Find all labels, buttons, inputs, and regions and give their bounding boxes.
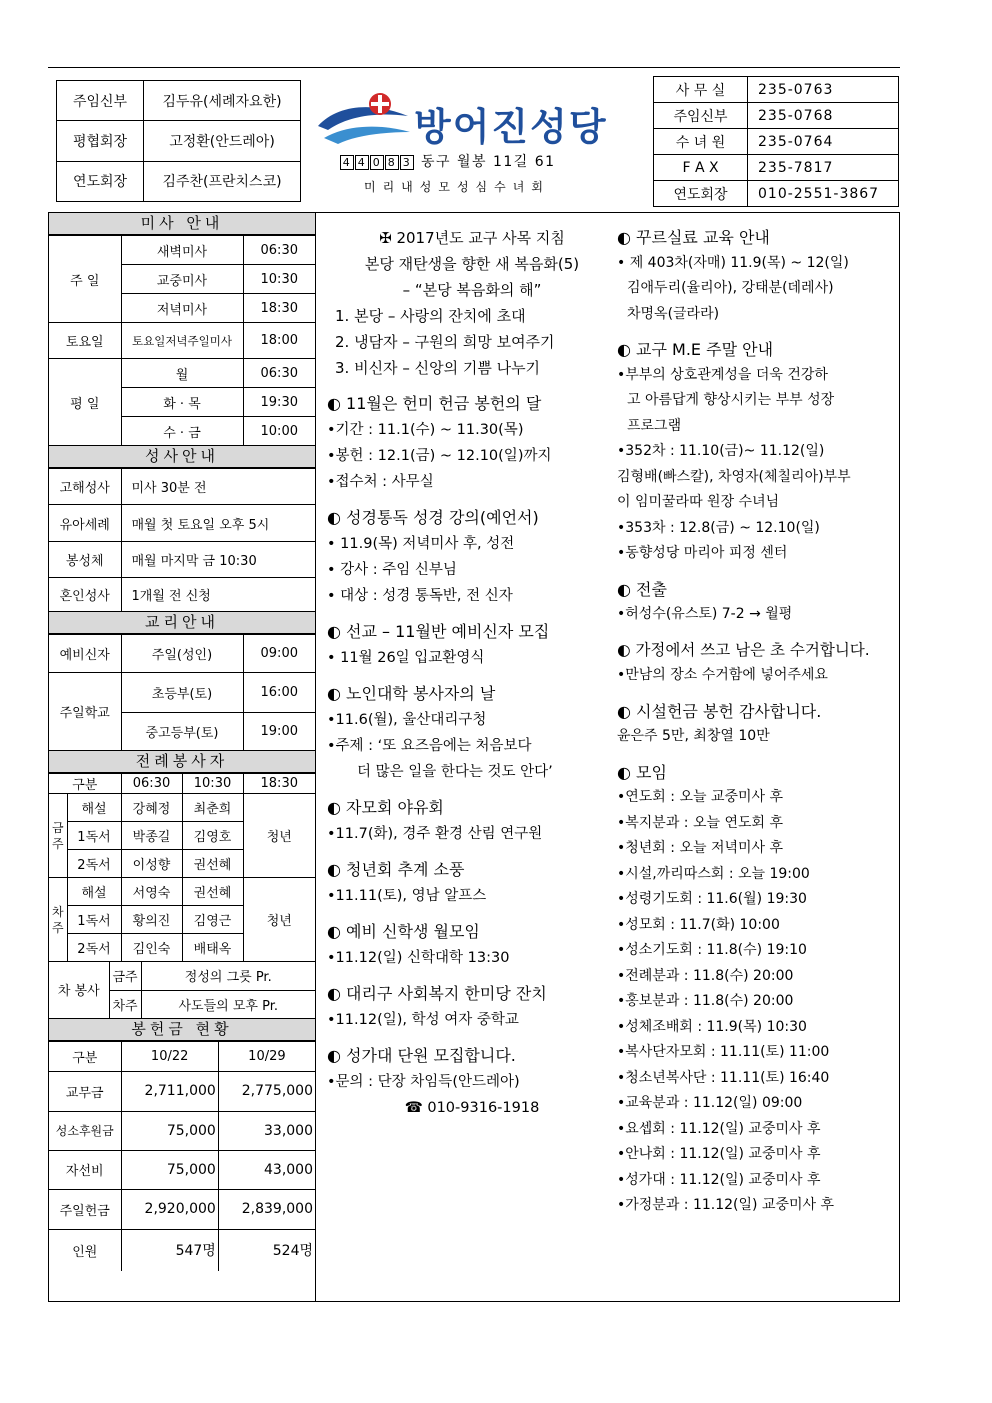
offering-value: 75,000 [121,1150,218,1189]
server-name: 배태옥 [182,934,243,962]
meeting-item: •성체조배회 : 11.9(목) 10:30 [617,1018,807,1035]
servers-table [49,773,315,962]
offering-header [49,1041,315,1071]
notice-item: 이 임미꿀라따 원장 수녀님 [617,494,780,510]
mass-name: 저녁미사 [121,294,243,323]
offering-name: 인원 [49,1229,121,1271]
contact-value: 235-0764 [748,129,899,155]
notice-heading: ◐ 모임 [617,762,667,782]
offering-value: 75,000 [121,1111,218,1150]
server-role: 2독서 [67,850,121,878]
servers-week: 차주 [49,878,67,962]
catechism-group: 예비신자 [49,635,121,673]
meeting-item: •연도회 : 오늘 교중미사 후 [617,789,784,805]
meeting-item: •청년회 : 오늘 저녁미사 후 [617,840,784,856]
leader-role: 주임신부 [57,81,144,121]
server-role: 2독서 [67,934,121,962]
contact-row [654,181,899,207]
sacrament-value: 매월 마지막 금 10:30 [121,542,315,578]
notice-item: •봉헌 : 12.1(금) ~ 12.10(일)까지 [327,448,552,464]
zip-digit: 4 [355,155,369,170]
offering-value: 547명 [121,1229,218,1271]
meeting-item: •홍보분과 : 11.8(수) 20:00 [617,993,794,1009]
sacraments-table [49,468,315,612]
notice-heading: ◐ 시설헌금 봉헌 감사합니다. [617,701,822,721]
notice-item: •부부의 상호관계성을 더욱 건강하 [617,366,828,383]
offering-title: 봉헌금 현황 [49,1019,315,1041]
notice-heading: ◐ 11월은 헌미 헌금 봉헌의 달 [327,394,542,413]
pastoral-theme: – “본당 복음화의 해” [402,281,542,299]
offering-name: 성소후원금 [49,1111,121,1150]
zip-digit: 0 [370,155,384,170]
catechism-time: 19:00 [243,713,315,751]
contact-row [654,77,899,103]
bulletin-body [48,212,900,1302]
mass-name: 토요일저녁주일미사 [121,323,243,359]
mass-row [49,323,315,359]
notice-heading: ◐ 예비 신학생 월모임 [327,922,480,941]
notice-heading: ◐ 교구 M.E 주말 안내 [617,340,774,359]
server-name: 박종길 [121,822,182,850]
catechism-day: 초등부(토) [121,673,243,713]
church-address [340,151,556,171]
notice-item: •기간 : 11.1(수) ~ 11.30(목) [327,422,524,438]
meeting-item: •안나회 : 11.12(일) 교중미사 후 [617,1146,821,1162]
pastoral-item: 3. 비신자 – 신앙의 기쁨 나누기 [335,359,541,377]
notice-item: 고 아름답게 향상시키는 부부 성장 [627,392,835,408]
contact-value: 235-0763 [748,77,899,103]
address-text: 동구 월봉 11길 61 [420,154,556,170]
offering-row [49,1071,315,1111]
sacrament-name: 유아세례 [49,505,121,542]
notice-heading: ◐ 노인대학 봉사자의 날 [327,684,496,703]
contact-value: 010-2551-3867 [748,181,899,207]
notice-item: • 11월 26일 입교환영식 [327,650,485,666]
contact-label: 연도회장 [654,181,748,207]
car-label: 차 봉사 [49,962,109,1018]
contact-row [654,103,899,129]
notice-heading: ◐ 선교 – 11월반 예비신자 모집 [327,622,550,641]
mass-time: 18:00 [243,323,315,359]
zip-digit: 3 [400,155,414,170]
mass-name: 새벽미사 [121,236,243,265]
church-logo [316,90,646,150]
notice-item: 김애두리(율리아), 강태분(데레사) [627,280,834,296]
notice-item: •허성수(유스토) 7-2 → 월평 [617,606,793,622]
meeting-item: •성가대 : 11.12(일) 교중미사 후 [617,1171,821,1188]
notice-heading: ◐ 자모회 야유회 [327,798,444,817]
offering-value: 43,000 [218,1150,315,1189]
mass-row [49,236,315,265]
notice-item: •11.12(일) 신학대학 13:30 [327,950,510,966]
catechism-row [49,673,315,713]
meeting-item: •요셉회 : 11.12(일) 교중미사 후 [617,1120,821,1137]
meeting-item: •성소기도회 : 11.8(수) 19:10 [617,942,807,958]
server-name: 이성향 [121,850,182,878]
offering-value: 2,711,000 [121,1071,218,1111]
notice-item: • 대상 : 성경 통독반, 전 신자 [327,588,513,604]
car-name: 정성의 그릇 Pr. [141,962,315,990]
mass-time: 06:30 [243,359,315,388]
servers-header [49,774,315,794]
notice-item: • 11.9(목) 저녁미사 후, 성전 [327,536,515,552]
mass-table [49,235,315,446]
car-row [49,962,315,990]
leader-row [57,161,301,201]
offering-value: 2,839,000 [218,1189,315,1229]
sacrament-value: 1개월 전 신청 [121,578,315,612]
sacrament-row [49,578,315,612]
contacts-table [653,76,899,207]
server-name: 김영근 [182,906,243,934]
servers-header-cell: 18:30 [243,774,315,794]
top-rule [48,67,900,68]
mass-name: 화 · 목 [121,388,243,417]
notice-heading: ◐ 전출 [617,579,667,599]
sacrament-value: 미사 30분 전 [121,469,315,505]
catechism-time: 16:00 [243,673,315,713]
notice-item: •문의 : 단장 차임득(안드레아) [327,1074,520,1090]
server-name: 강혜정 [121,794,182,822]
mass-time: 19:30 [243,388,315,417]
offering-value: 2,920,000 [121,1189,218,1229]
server-youth: 청년 [243,878,315,962]
servers-header-cell: 구분 [49,774,121,794]
offering-row [49,1229,315,1271]
left-column [49,213,316,1301]
offering-table [49,1041,315,1272]
offering-name: 교무금 [49,1071,121,1111]
offering-value: 524명 [218,1229,315,1271]
notice-item: •11.11(토), 영남 알프스 [327,888,487,904]
mass-time: 10:00 [243,417,315,446]
offering-value: 2,775,000 [218,1071,315,1111]
server-name: 김영호 [182,822,243,850]
mass-row [49,359,315,388]
offering-name: 주일헌금 [49,1189,121,1229]
notice-item: •353차 : 12.8(금) ~ 12.10(일) [617,519,820,536]
pastoral-item: 1. 본당 – 사랑의 잔치에 초대 [335,307,526,325]
meeting-item: •가정분과 : 11.12(일) 교중미사 후 [617,1197,835,1213]
meeting-item: •교육분과 : 11.12(일) 09:00 [617,1095,803,1111]
offering-row [49,1189,315,1229]
notice-item: •주제 : ‘또 요즈음에는 처음보다 [327,738,532,754]
notice-item: •11.12(일), 학성 여자 중학교 [327,1012,519,1028]
church-emblem-icon [316,90,416,152]
mass-name: 수 · 금 [121,417,243,446]
mass-time: 18:30 [243,294,315,323]
sacraments-title: 성사안내 [49,446,315,468]
church-name: 방어진성당 [414,105,608,149]
notice-item: 차명옥(글라라) [627,305,720,322]
meeting-item: •복사단자모회 : 11.11(토) 11:00 [617,1044,830,1060]
notice-item: 김형배(빠스칼), 차영자(체칠리아)부부 [617,468,851,485]
zip-code [340,154,415,170]
servers-row [49,878,315,906]
zip-digit: 8 [385,155,399,170]
pastoral-subtitle: 본당 재탄생을 향한 새 복음화(5) [364,255,580,273]
offering-value: 33,000 [218,1111,315,1150]
contact-value: 235-7817 [748,155,899,181]
notice-item: 윤은주 5만, 최창열 10만 [617,728,770,744]
leader-name: 김두유(세례자요한) [144,81,301,121]
offering-header-cell: 10/29 [218,1041,315,1071]
catechism-row [49,635,315,673]
sacrament-name: 고해성사 [49,469,121,505]
meeting-item: •복지분과 : 오늘 연도회 후 [617,814,784,831]
contact-row [654,129,899,155]
mass-name: 교중미사 [121,265,243,294]
notice-heading: ◐ 대리구 사회복지 한미당 잔치 [327,984,547,1003]
phone-number: ☎ 010-9316-1918 [404,1100,540,1116]
servers-week: 금주 [49,794,67,878]
server-role: 해설 [67,794,121,822]
mass-title: 미사 안내 [49,213,315,235]
leader-role: 연도회장 [57,161,144,201]
notice-item: •접수처 : 사무실 [327,474,434,490]
notice-item: •동향성당 마리아 피정 센터 [617,545,788,561]
mass-group: 주 일 [49,236,121,323]
server-role: 1독서 [67,822,121,850]
car-week: 차주 [109,990,141,1018]
middle-column [327,225,617,1121]
right-column [617,225,897,1219]
server-role: 해설 [67,878,121,906]
leaders-table [56,80,301,202]
sacrament-row [49,505,315,542]
contact-label: F A X [654,155,748,181]
offering-header-cell: 구분 [49,1041,121,1071]
catechism-day: 주일(성인) [121,635,243,673]
pastoral-item: 2. 냉담자 – 구원의 희망 보여주기 [335,333,555,351]
catechism-title: 교리안내 [49,612,315,634]
notice-item: • 강사 : 주임 신부님 [327,562,457,578]
catechism-group: 주일학교 [49,673,121,751]
notice-heading: ◐ 청년회 추계 소풍 [327,860,465,879]
server-name: 김인숙 [121,934,182,962]
server-role: 1독서 [67,906,121,934]
catechism-time: 09:00 [243,635,315,673]
leader-name: 고정환(안드레아) [144,121,301,161]
sacrament-row [49,469,315,505]
car-week: 금주 [109,962,141,990]
notice-heading: ◐ 성경통독 성경 강의(예언서) [327,508,539,527]
server-name: 권선혜 [182,850,243,878]
server-name: 권선혜 [182,878,243,906]
notice-heading: ◐ 성가대 단원 모집합니다. [327,1046,516,1065]
contact-value: 235-0768 [748,103,899,129]
offering-header-cell: 10/22 [121,1041,218,1071]
car-service-table [49,962,315,1019]
servers-header-cell: 10:30 [182,774,243,794]
offering-name: 자선비 [49,1150,121,1189]
notice-heading: ◐ 꾸르실료 교육 안내 [617,228,770,247]
pastoral-title: ✠ 2017년도 교구 사목 지침 [379,229,565,247]
offering-row [49,1111,315,1150]
contact-label: 사 무 실 [654,77,748,103]
notice-item: • 제 403차(자매) 11.9(목) ~ 12(일) [617,254,849,271]
mass-time: 06:30 [243,236,315,265]
server-name: 황의진 [121,906,182,934]
contact-row [654,155,899,181]
servers-header-cell: 06:30 [121,774,182,794]
notice-heading: ◐ 가정에서 쓰고 남은 초 수거합니다. [617,640,870,659]
notice-item: •352차 : 11.10(금)~ 11.12(일) [617,443,825,459]
server-name: 서영숙 [121,878,182,906]
leader-name: 김주찬(프란치스코) [144,161,301,201]
servers-row [49,794,315,822]
sacrament-row [49,542,315,578]
notice-item: •만남의 장소 수거함에 넣어주세요 [617,667,828,683]
mass-group: 평 일 [49,359,121,446]
servers-title: 전례봉사자 [49,751,315,773]
notice-item: •11.7(화), 경주 환경 산림 연구원 [327,826,543,842]
notice-item: •11.6(월), 울산대리구청 [327,712,487,728]
contact-label: 주임신부 [654,103,748,129]
server-name: 최춘희 [182,794,243,822]
mass-group: 토요일 [49,323,121,359]
catechism-table [49,634,315,751]
meeting-item: •성모회 : 11.7(화) 10:00 [617,916,780,933]
sacrament-name: 봉성체 [49,542,121,578]
zip-digit: 4 [340,155,354,170]
leader-role: 평협회장 [57,121,144,161]
meeting-item: •전례분과 : 11.8(수) 20:00 [617,967,794,984]
offering-row [49,1150,315,1189]
sacrament-name: 혼인성사 [49,578,121,612]
server-youth: 청년 [243,794,315,878]
mass-time: 10:30 [243,265,315,294]
meeting-item: •시설,까리따스회 : 오늘 19:00 [617,865,810,882]
mass-name: 월 [121,359,243,388]
notice-item: 더 많은 일을 한다는 것도 안다’ [357,764,553,780]
notice-item: 프로그램 [627,417,682,434]
leader-row [57,121,301,161]
car-name: 사도들의 모후 Pr. [141,990,315,1018]
meeting-item: •청소년복사단 : 11.11(토) 16:40 [617,1069,830,1086]
leader-row [57,81,301,121]
contact-label: 수 녀 원 [654,129,748,155]
sacrament-value: 매월 첫 토요일 오후 5시 [121,505,315,542]
meeting-item: •성령기도회 : 11.6(월) 19:30 [617,891,807,907]
sisters-name: 미리내성모성심수녀회 [364,180,550,194]
catechism-day: 중고등부(토) [121,713,243,751]
